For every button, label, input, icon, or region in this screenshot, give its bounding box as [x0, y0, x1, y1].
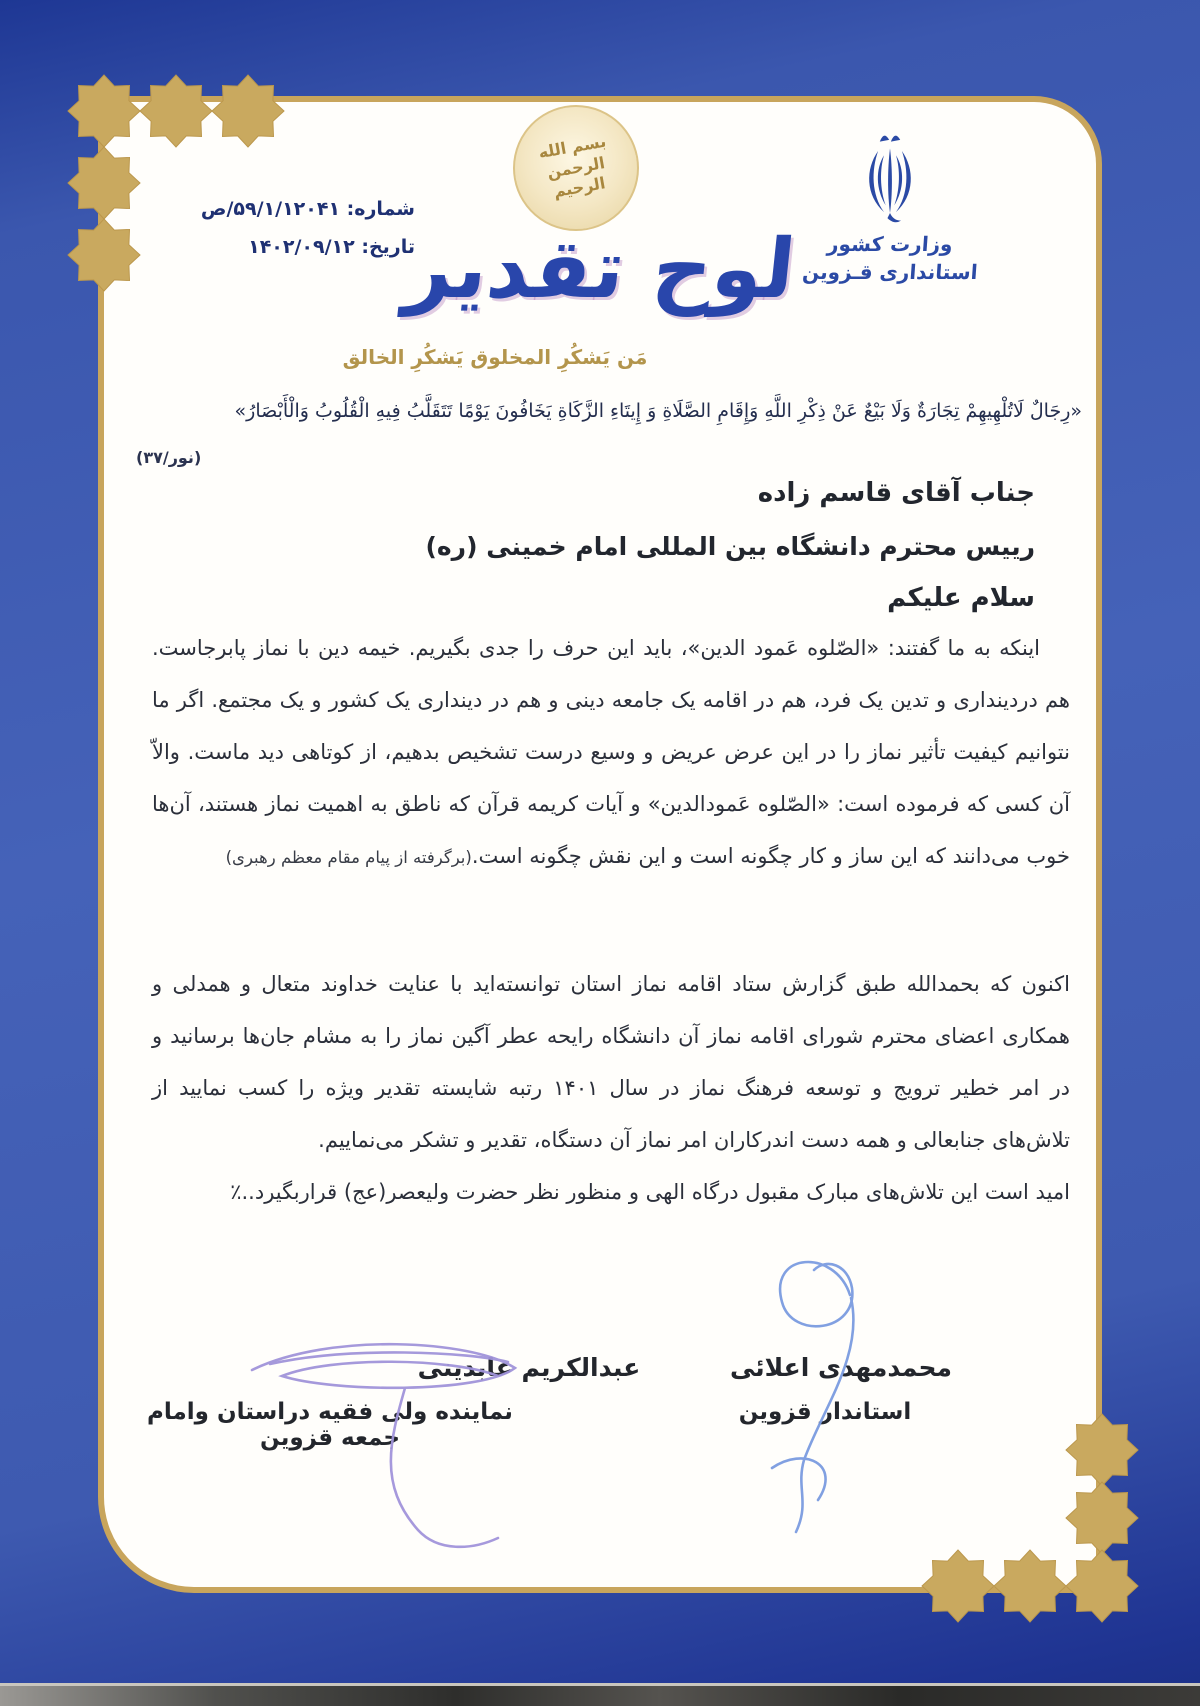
bismillah-text: بسم الله الرحمن الرحیم	[537, 131, 608, 202]
organization-block	[790, 128, 990, 286]
verse-citation: (نور/۳۷)	[136, 448, 202, 467]
quran-verse: «رِجَالٌ لَاتُلْهِيهِمْ تِجَارَةٌ وَلَا بَيْعٌ عَنْ ذِكْرِ اللَّهِ وَإِقَامِ الصَّلَاةِ وَ إِيتَاءِ الزَّكَاةِ يَخَافُونَ يَوْمًا تَتَقَلَّبُ فِيهِ الْقُلُوبُ وَالْأَبْصَارُ»	[234, 400, 1082, 422]
recipient-title: رییس محترم دانشگاه بین المللی امام خمینی (ره)	[425, 532, 1035, 561]
reference-date: تاریخ: ۱۴۰۲/۰۹/۱۲	[248, 236, 415, 258]
certificate-subtitle: مَن یَشکُرِ المخلوق یَشکُرِ الخالق	[342, 345, 648, 369]
governor-title: استاندار قزوین	[738, 1399, 912, 1425]
paragraph-3-text: امید است این تلاش‌های مبارک مقبول درگاه الهی و منظور نظر حضرت ولیعصر(عج) قراربگیرد..٪	[230, 1180, 1070, 1204]
body-paragraph-2	[152, 958, 1070, 1218]
iran-emblem-icon	[851, 128, 929, 230]
corner-ornament-bottom-right	[912, 1404, 1152, 1639]
governor-signature-ink	[730, 1240, 940, 1540]
scanner-edge	[0, 1683, 1200, 1706]
salutation: سلام علیکم	[887, 583, 1035, 613]
imam-name: عبدالکریم عابدینی	[417, 1353, 641, 1382]
governor-name: محمدمهدی اعلائی	[729, 1353, 953, 1382]
paragraph-1-text: اینکه به ما گفتند: «الصّلوه عَمود الدین»، باید این حرف را جدی بگیریم. خیمه دین با نماز پابرجاست. هم دردینداری و تدین یک فرد، هم در اقامه یک جامعه دینی و هم در دینداری یک کشور و یک مجتمع. اگر ما نتوانیم کیفیت تأثیر نماز را در این عرض عریض و وسیع درست تشخیص بدهیم، از کوتاهی دید ماست. والاّ آن کسی که فرموده است: «الصّلوه عَمودالدین» و آیات کریمه قرآن که ناطق به اهمیت نماز هستند، آن‌ها خوب می‌دانند که این ساز و کار چگونه است و این نقش چگونه است.	[152, 636, 1070, 868]
imam-signature-ink	[240, 1300, 540, 1580]
recipient-name: جناب آقای قاسم زاده	[757, 478, 1035, 508]
leader-quote-citation: (برگرفته از پیام مقام معظم رهبری)	[225, 848, 472, 867]
body-paragraph-1	[152, 622, 1070, 884]
governorate-name: استانداری قـزوین	[801, 260, 979, 284]
certificate-title: لوح تقدیر	[400, 222, 800, 317]
imam-title: نماینده ولی فقیه دراستان وامام جمعه قزوین	[147, 1399, 513, 1451]
ministry-name: وزارت کشور	[826, 232, 954, 256]
paragraph-2-text: اکنون که بحمدالله طبق گزارش ستاد اقامه نماز استان توانسته‌اید با عنایت خداوند متعال و همدلی و همکاری اعضای محترم شورای اقامه نماز آن دانشگاه رایحه عطر آگین نماز را به مشام جان‌ها برسانید و در امر خطیر ترویج و توسعه فرهنگ نماز در سال ۱۴۰۱ رتبه شایسته تقدیر ویژه را کسب نمایید از تلاش‌های جنابعالی و همه دست اندرکاران امر نماز آن دستگاه، تقدیر و تشکر می‌نماییم.	[152, 972, 1070, 1152]
reference-number: شماره: ۵۹/۱/۱۲۰۴۱/ص	[200, 198, 415, 220]
